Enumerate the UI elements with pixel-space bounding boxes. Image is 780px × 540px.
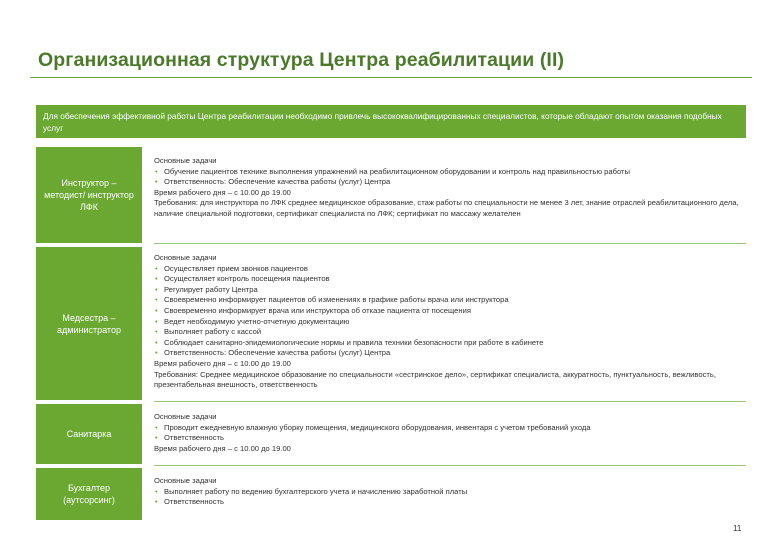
role-description <box>154 476 746 508</box>
section-cleaner <box>36 404 746 464</box>
task-bullet: • Выполняет работу по ведению бухгалтерского учета и начислению заработной платы <box>154 487 746 498</box>
section-divider <box>154 243 746 244</box>
task-bullet: • Регулирует работу Центра <box>154 285 746 296</box>
work-hours: Время рабочего дня – с 10.00 до 19.00 <box>154 443 291 453</box>
role-label: Санитарка <box>66 429 112 439</box>
task-bullet: • Соблюдает санитарно-эпидемиологические нормы и правила техники безопасности при работе в кабинете <box>154 338 746 349</box>
title-divider <box>30 77 752 78</box>
intro-banner: Для обеспечения эффективной работы Центра реабилитации необходимо привлечь высококвалифицированных специалистов, которые обладают опытом оказания подобных услуг <box>36 105 746 138</box>
requirements: Требования: для инструктора по ЛФК среднее медицинское образование, стаж работы по специальности не менее 3 лет, знание отраслей реабилитационного дела, наличие специальной подготовки, сертификат специалиста по ЛФК; сертификат по массажу желателен <box>154 198 739 218</box>
role-label: Медсестра – администратор <box>57 312 121 335</box>
task-bullet: • Своевременно информирует врача или инструктора об отказе пациента от посещения <box>154 306 746 317</box>
task-bullet: • Ответственность <box>154 497 746 508</box>
role-box <box>36 468 142 520</box>
role-description <box>154 253 746 391</box>
page-title: Организационная структура Центра реабилитации (II) <box>38 49 565 71</box>
task-bullet: • Осуществляет прием звонков пациентов <box>154 264 746 275</box>
role-label: Бухгалтер (аутсорсинг) <box>63 483 115 505</box>
tasks-heading: Основные задачи <box>154 156 217 165</box>
section-accountant <box>36 468 746 520</box>
role-label: Инструктор – методист/ инструктор ЛФК <box>44 178 134 212</box>
tasks-heading: Основные задачи <box>154 412 217 421</box>
role-description <box>154 156 746 220</box>
role-box <box>36 147 142 243</box>
requirements: Требования: Среднее медицинское образование по специальности «сестринское дело», сертификат специалиста, аккуратность, пунктуальность, вежливость, презентабельная внешность, ответственность <box>154 369 716 390</box>
section-divider <box>154 465 746 466</box>
task-bullet: • Своевременно информирует пациентов об изменениях в графике работы врача или инструктора <box>154 295 746 306</box>
page-number: 11 <box>733 524 742 533</box>
task-bullet: • Проводит ежедневную влажную уборку помещения, медицинского оборудования, инвентаря с учетом требований ухода <box>154 423 746 434</box>
section-nurse-admin <box>36 247 746 400</box>
tasks-heading: Основные задачи <box>154 253 217 262</box>
task-bullet: • Ответственность: Обеспечение качества работы (услуг) Центра <box>154 348 746 359</box>
work-hours: Время рабочего дня – с 10.00 до 19.00 <box>154 358 291 368</box>
task-bullet: • Осуществляет контроль посещения пациентов <box>154 274 746 285</box>
work-hours: Время рабочего дня – с 10.00 до 19.00 <box>154 187 291 197</box>
task-bullet: • Выполняет работу с кассой <box>154 327 746 338</box>
task-bullet: • Обучение пациентов технике выполнения упражнений на реабилитационном оборудовании и контроль над правильностью работы <box>154 167 746 178</box>
section-instructor <box>36 147 746 243</box>
task-bullet: • Ответственность <box>154 433 746 444</box>
task-bullet: • Ведет необходимую учетно-отчетную документацию <box>154 317 746 328</box>
role-box <box>36 404 142 464</box>
role-box <box>36 247 142 400</box>
section-divider <box>154 401 746 402</box>
tasks-heading: Основные задачи <box>154 476 217 485</box>
role-description <box>154 412 746 454</box>
task-bullet: • Ответственность: Обеспечение качества работы (услуг) Центра <box>154 177 746 188</box>
